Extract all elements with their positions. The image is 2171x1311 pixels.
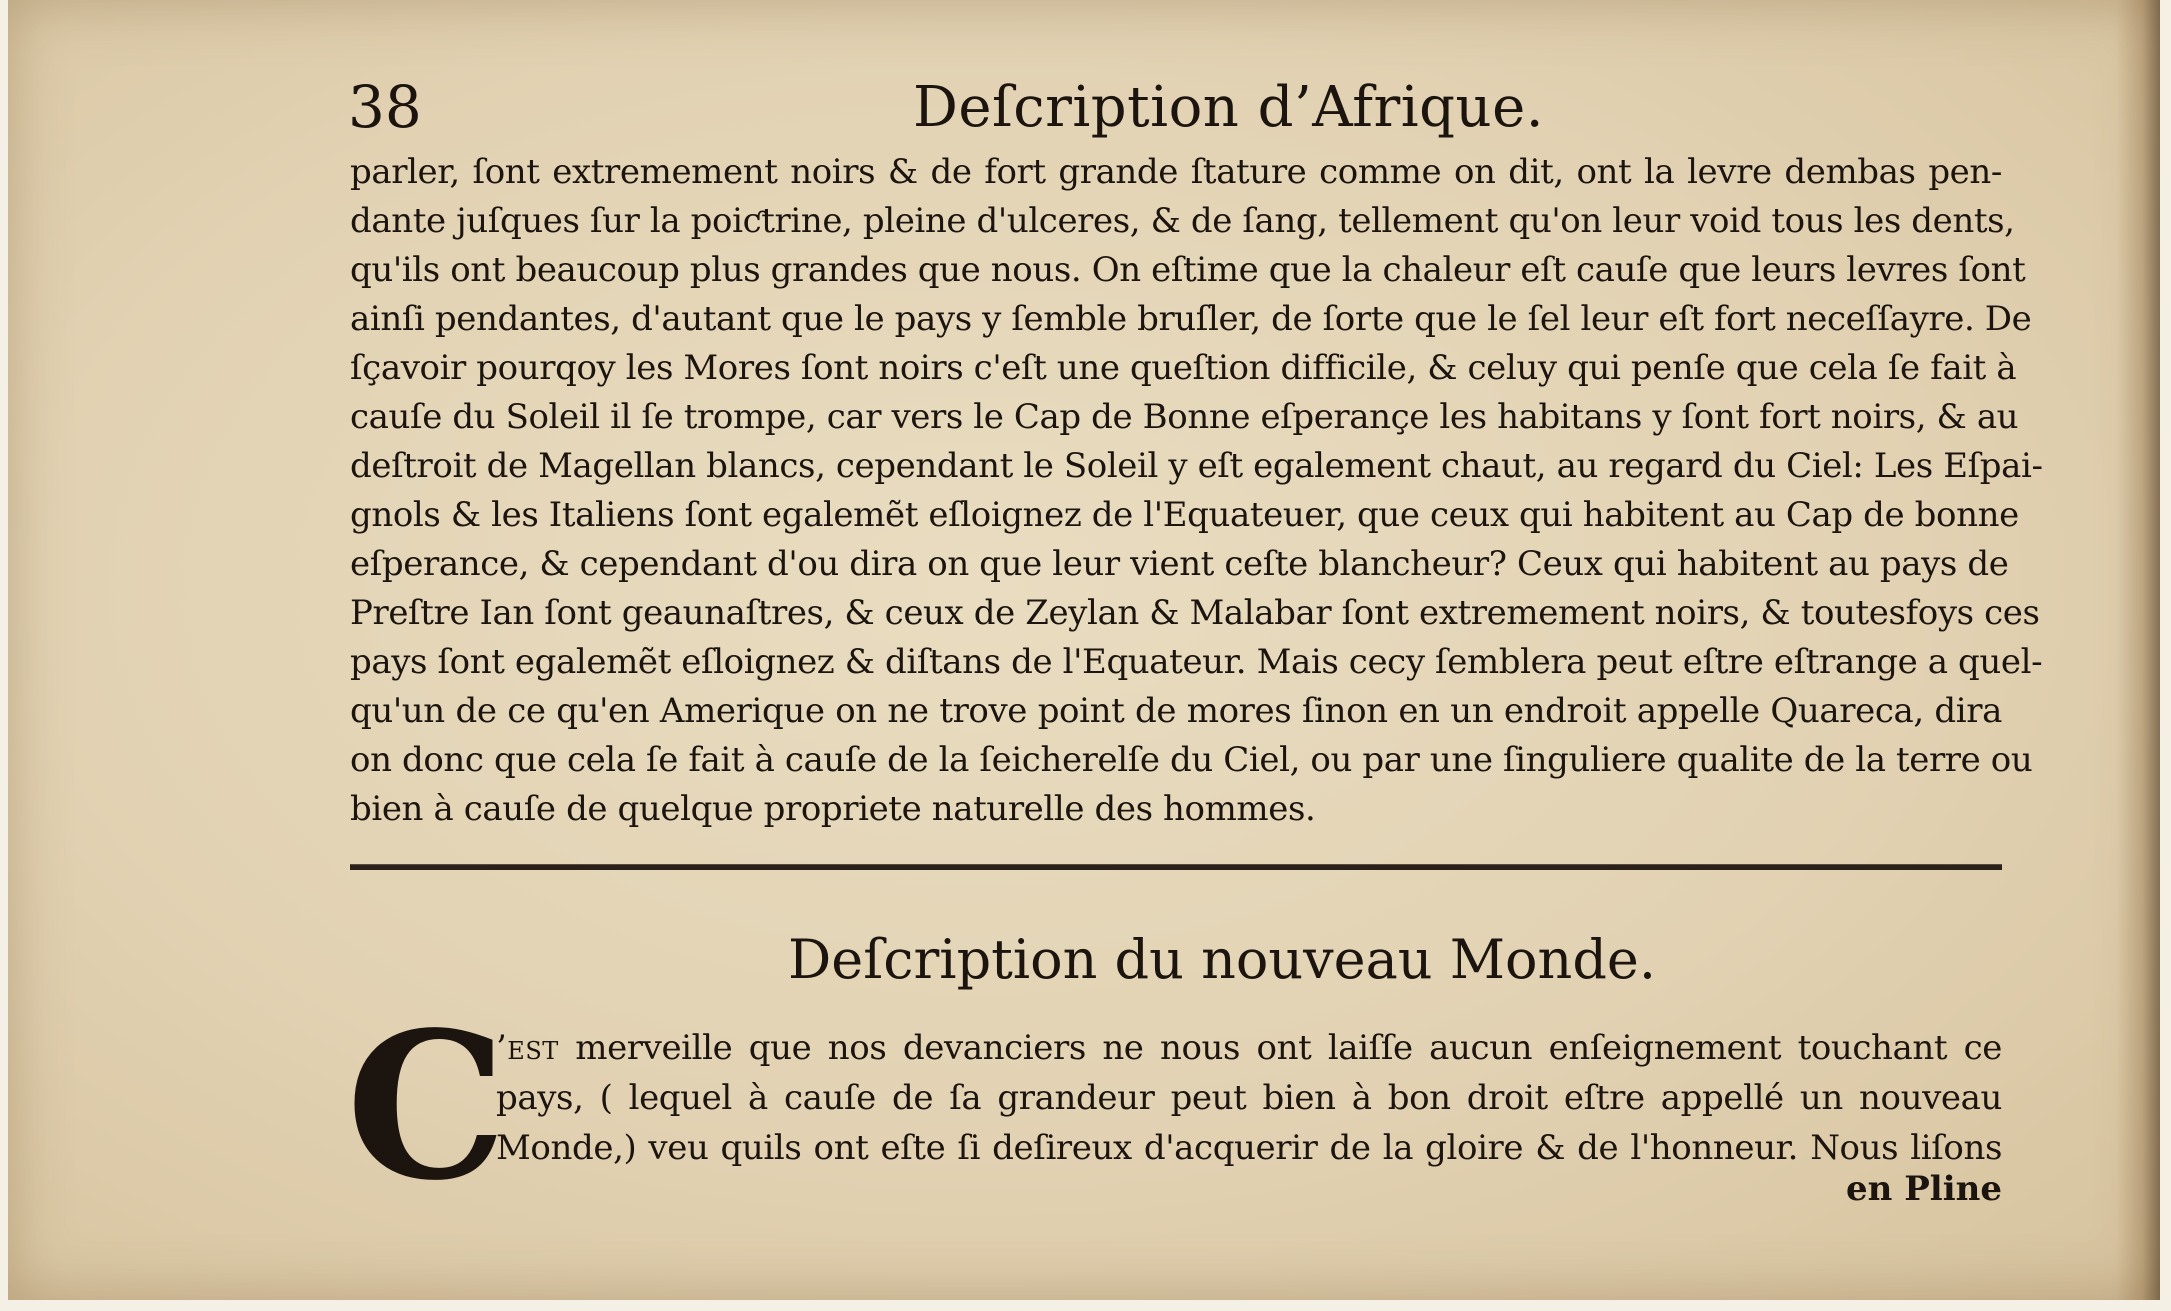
text-line: parler, ſont extremement noirs & de fort grande ſtature comme on dit, ont la levre dembas pen- [350, 152, 2002, 192]
text-line [496, 1023, 2002, 1073]
text-line: cauſe du Soleil il ſe trompe, car vers le Cap de Bonne eſperançe les habitans y ſont fort noirs, & au [350, 397, 2019, 437]
text-line: on donc que cela ſe fait à cauſe de la ſeicherelſe du Ciel, ou par une ſinguliere qualite de la terre ou [350, 740, 2033, 780]
page-gutter-shadow [2116, 0, 2160, 1300]
text-line: qu'un de ce qu'en Amerique on ne trove point de mores ſinon en un endroit appelle Quareca, dira [350, 691, 2002, 731]
page-number: 38 [348, 73, 422, 141]
text-line: qu'ils ont beaucoup plus grandes que nous. On eſtime que la chaleur eſt cauſe que leurs levres ſont [350, 250, 2026, 290]
section-text [496, 1023, 2002, 1173]
catchword: en Pline [1846, 1169, 2002, 1209]
text-fragment: merveille que nos devanciers ne nous ont laiſſe aucun enſeignement touchant ce [558, 1028, 2002, 1068]
text-line: Preſtre Ian ſont geaunaſtres, & ceux de Zeylan & Malabar ſont extremement noirs, & toutesfoys ces [350, 593, 2040, 633]
text-line: ſçavoir pourqoy les Mores ſont noirs c'eſt une queſtion difficile, & celuy qui penſe que cela ſe fait à [350, 348, 2017, 388]
text-line: Monde,) veu quils ont eſte ſi deſireux d'acquerir de la gloire & de l'honneur. Nous liſons [496, 1128, 2002, 1168]
text-line: eſperance, & cependant d'ou dira on que leur vient ceſte blancheur? Ceux qui habitent au pays de [350, 544, 2009, 584]
text-line: pays, ( lequel à cauſe de ſa grandeur peut bien à bon droit eſtre appellé un nouveau [496, 1078, 2002, 1118]
text-line: pays ſont egalemẽt eſloignez & diſtans de l'Equateur. Mais cecy ſemblera peut eſtre eſtrange a quel- [350, 642, 2043, 682]
drop-cap-initial: C [346, 987, 507, 1225]
book-page [8, 0, 2160, 1300]
running-head: Deſcription d’Afrique. [913, 75, 1545, 140]
text-line: deſtroit de Magellan blancs, cependant le Soleil y eſt egalement chaut, au regard du Ciel: Les Eſpai- [350, 446, 2043, 486]
passage-text [350, 148, 2043, 834]
section-title: Deſcription du nouveau Monde. [788, 928, 1657, 991]
text-line: gnols & les Italiens ſont egalemẽt eſloignez de l'Equateuer, que ceux qui habitent au Cap de bonne [350, 495, 2019, 535]
text-line: dante juſques ſur la poiƈtrine, pleine d'ulceres, & de ſang, tellement qu'on leur void tous les dents, [350, 201, 2015, 241]
text-line: ainſi pendantes, d'autant que le pays y ſemble bruſler, de ſorte que le ſel leur eſt fort neceſſayre. De [350, 299, 2032, 339]
section-divider-rule [350, 864, 2002, 870]
text-line: bien à cauſe de quelque propriete naturelle des hommes. [350, 789, 1316, 829]
first-word: ’est [496, 1028, 559, 1068]
